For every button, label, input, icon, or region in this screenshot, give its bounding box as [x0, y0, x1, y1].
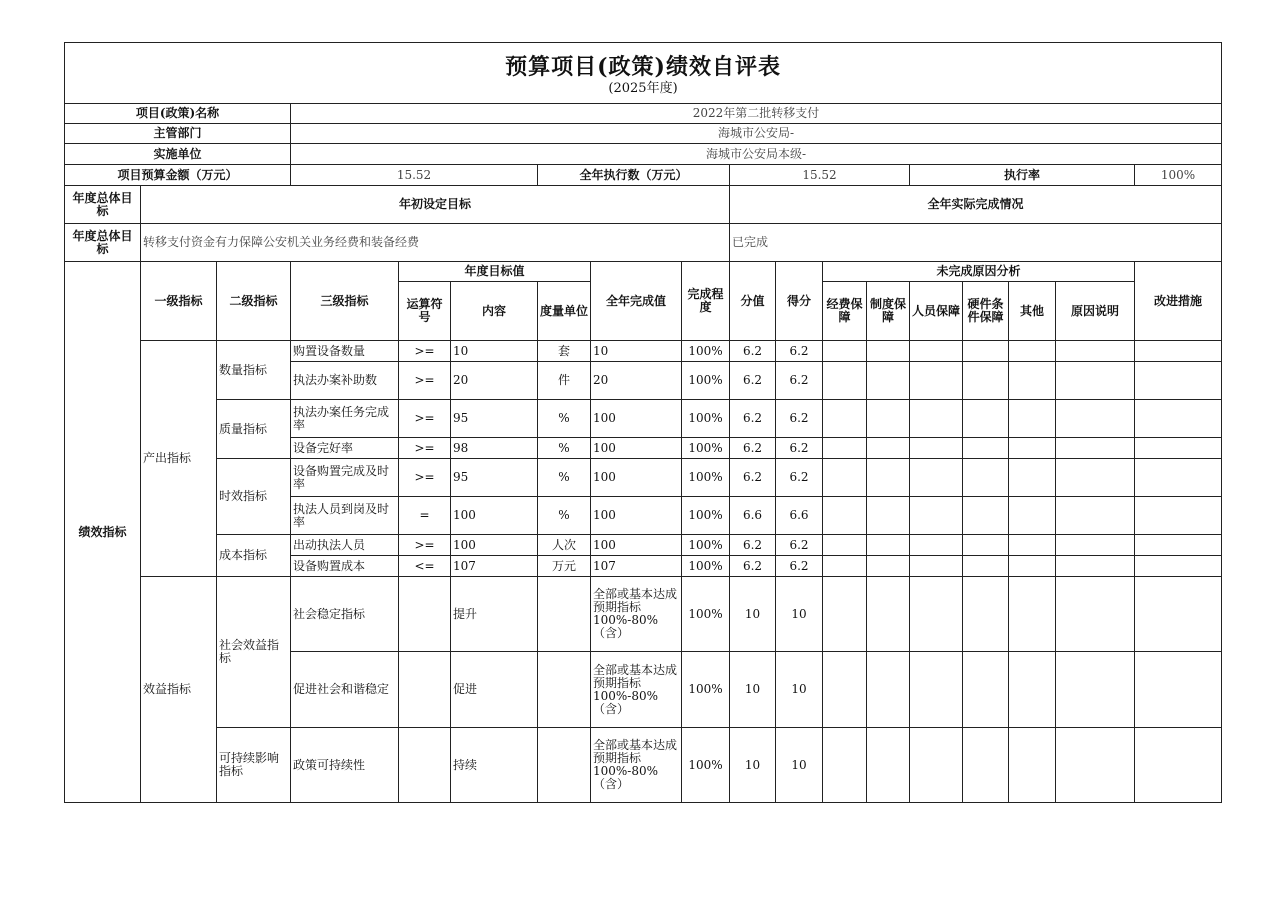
row-degree: 100% — [682, 438, 730, 459]
row-degree: 100% — [682, 400, 730, 438]
row-got: 10 — [776, 728, 823, 803]
group-quantity: 数量指标 — [217, 341, 291, 400]
row-actual: 全部或基本达成预期指标100%-80%（含） — [591, 652, 682, 728]
project-name-label: 项目(政策)名称 — [65, 104, 291, 124]
row-score: 10 — [730, 577, 776, 652]
row-op: >= — [399, 341, 451, 362]
header-r1: 经费保障 — [823, 282, 867, 341]
row-actual: 100 — [591, 438, 682, 459]
header-op: 运算符号 — [399, 282, 451, 341]
row-l3: 出动执法人员 — [291, 535, 399, 556]
row-score: 6.2 — [730, 438, 776, 459]
row-got: 10 — [776, 652, 823, 728]
row-op: <= — [399, 556, 451, 577]
header-improve: 改进措施 — [1135, 262, 1222, 341]
row-actual: 全部或基本达成预期指标100%-80%（含） — [591, 577, 682, 652]
header-unit: 度量单位 — [538, 282, 591, 341]
row-content: 95 — [451, 400, 538, 438]
row-degree: 100% — [682, 728, 730, 803]
row-content: 持续 — [451, 728, 538, 803]
row-l3: 执法人员到岗及时率 — [291, 497, 399, 535]
group-cost: 成本指标 — [217, 535, 291, 577]
row-actual: 全部或基本达成预期指标100%-80%（含） — [591, 728, 682, 803]
row-content: 提升 — [451, 577, 538, 652]
row-score: 6.6 — [730, 497, 776, 535]
table-row — [65, 341, 1222, 362]
row-unit: 套 — [538, 341, 591, 362]
group-sustain: 可持续影响指标 — [217, 728, 291, 803]
budget-value: 15.52 — [291, 165, 538, 186]
header-target: 年度目标值 — [399, 262, 591, 282]
goal-label: 年度总体目标 — [65, 224, 141, 262]
row-unit: 人次 — [538, 535, 591, 556]
row-op: >= — [399, 535, 451, 556]
row-l3: 设备完好率 — [291, 438, 399, 459]
initial-goal-header: 年初设定目标 — [141, 186, 730, 224]
row-op — [399, 652, 451, 728]
row-degree: 100% — [682, 577, 730, 652]
header-l3: 三级指标 — [291, 262, 399, 341]
row-actual: 107 — [591, 556, 682, 577]
table-row — [65, 400, 1222, 438]
row-got: 6.2 — [776, 438, 823, 459]
row-unit: % — [538, 497, 591, 535]
row-unit — [538, 728, 591, 803]
title-cell — [65, 43, 1222, 104]
header-r2: 制度保障 — [867, 282, 910, 341]
row-op: >= — [399, 400, 451, 438]
page-title: 预算项目(政策)绩效自评表 — [505, 54, 781, 80]
unit-value: 海城市公安局本级- — [291, 144, 1222, 165]
row-actual: 100 — [591, 459, 682, 497]
row-actual: 10 — [591, 341, 682, 362]
row-degree: 100% — [682, 535, 730, 556]
row-unit: % — [538, 400, 591, 438]
row-l3: 购置设备数量 — [291, 341, 399, 362]
header-r6: 原因说明 — [1056, 282, 1135, 341]
row-unit — [538, 577, 591, 652]
row-l3: 执法办案任务完成率 — [291, 400, 399, 438]
row-degree: 100% — [682, 362, 730, 400]
row-degree: 100% — [682, 497, 730, 535]
dept-value: 海城市公安局- — [291, 124, 1222, 144]
row-op — [399, 577, 451, 652]
row-op — [399, 728, 451, 803]
row-op: >= — [399, 362, 451, 400]
row-content: 107 — [451, 556, 538, 577]
row-score: 6.2 — [730, 400, 776, 438]
row-content: 20 — [451, 362, 538, 400]
row-score: 6.2 — [730, 362, 776, 400]
row-degree: 100% — [682, 459, 730, 497]
row-got: 6.2 — [776, 535, 823, 556]
row-content: 100 — [451, 535, 538, 556]
row-actual: 100 — [591, 535, 682, 556]
row-l3: 社会稳定指标 — [291, 577, 399, 652]
self-evaluation-table — [64, 42, 1222, 803]
exec-label: 全年执行数（万元） — [538, 165, 730, 186]
row-score: 10 — [730, 652, 776, 728]
row-score: 6.2 — [730, 535, 776, 556]
group-time: 时效指标 — [217, 459, 291, 535]
page-year: (2025年度) — [608, 81, 678, 96]
header-score: 分值 — [730, 262, 776, 341]
group-benefit: 效益指标 — [141, 577, 217, 803]
row-degree: 100% — [682, 652, 730, 728]
row-actual: 20 — [591, 362, 682, 400]
table-row — [65, 459, 1222, 497]
header-l1: 一级指标 — [141, 262, 217, 341]
project-name-value: 2022年第二批转移支付 — [291, 104, 1222, 124]
row-got: 10 — [776, 577, 823, 652]
row-l3: 执法办案补助数 — [291, 362, 399, 400]
row-score: 10 — [730, 728, 776, 803]
header-r5: 其他 — [1009, 282, 1056, 341]
row-score: 6.2 — [730, 341, 776, 362]
row-unit: % — [538, 438, 591, 459]
row-content: 促进 — [451, 652, 538, 728]
rate-value: 100% — [1135, 165, 1222, 186]
table-row — [65, 728, 1222, 803]
row-got: 6.2 — [776, 556, 823, 577]
row-content: 100 — [451, 497, 538, 535]
header-l2: 二级指标 — [217, 262, 291, 341]
row-l3: 促进社会和谐稳定 — [291, 652, 399, 728]
row-got: 6.2 — [776, 459, 823, 497]
unit-label: 实施单位 — [65, 144, 291, 165]
table-row — [65, 535, 1222, 556]
actual-goal-text: 已完成 — [730, 224, 1222, 262]
row-content: 95 — [451, 459, 538, 497]
row-got: 6.2 — [776, 362, 823, 400]
header-got: 得分 — [776, 262, 823, 341]
row-op: = — [399, 497, 451, 535]
header-content: 内容 — [451, 282, 538, 341]
header-r3: 人员保障 — [910, 282, 963, 341]
perf-indicator-label: 绩效指标 — [65, 262, 141, 803]
budget-label: 项目预算金额（万元） — [65, 165, 291, 186]
header-degree: 完成程度 — [682, 262, 730, 341]
initial-goal-text: 转移支付资金有力保障公安机关业务经费和装备经费 — [141, 224, 730, 262]
row-unit — [538, 652, 591, 728]
header-reason-group: 未完成原因分析 — [823, 262, 1135, 282]
row-score: 6.2 — [730, 459, 776, 497]
exec-value: 15.52 — [730, 165, 910, 186]
row-l3: 设备购置完成及时率 — [291, 459, 399, 497]
group-quality: 质量指标 — [217, 400, 291, 459]
header-actual: 全年完成值 — [591, 262, 682, 341]
group-social: 社会效益指标 — [217, 577, 291, 728]
row-score: 6.2 — [730, 556, 776, 577]
table-row — [65, 577, 1222, 652]
row-content: 10 — [451, 341, 538, 362]
row-unit: 万元 — [538, 556, 591, 577]
header-r4: 硬件条件保障 — [963, 282, 1009, 341]
row-l3: 设备购置成本 — [291, 556, 399, 577]
rate-label: 执行率 — [910, 165, 1135, 186]
actual-goal-header: 全年实际完成情况 — [730, 186, 1222, 224]
row-l3: 政策可持续性 — [291, 728, 399, 803]
row-got: 6.6 — [776, 497, 823, 535]
row-degree: 100% — [682, 556, 730, 577]
row-got: 6.2 — [776, 341, 823, 362]
group-output: 产出指标 — [141, 341, 217, 577]
row-content: 98 — [451, 438, 538, 459]
row-op: >= — [399, 438, 451, 459]
row-op: >= — [399, 459, 451, 497]
goal-label: 年度总体目标 — [65, 186, 141, 224]
row-got: 6.2 — [776, 400, 823, 438]
dept-label: 主管部门 — [65, 124, 291, 144]
row-unit: 件 — [538, 362, 591, 400]
row-actual: 100 — [591, 400, 682, 438]
row-unit: % — [538, 459, 591, 497]
row-degree: 100% — [682, 341, 730, 362]
row-actual: 100 — [591, 497, 682, 535]
